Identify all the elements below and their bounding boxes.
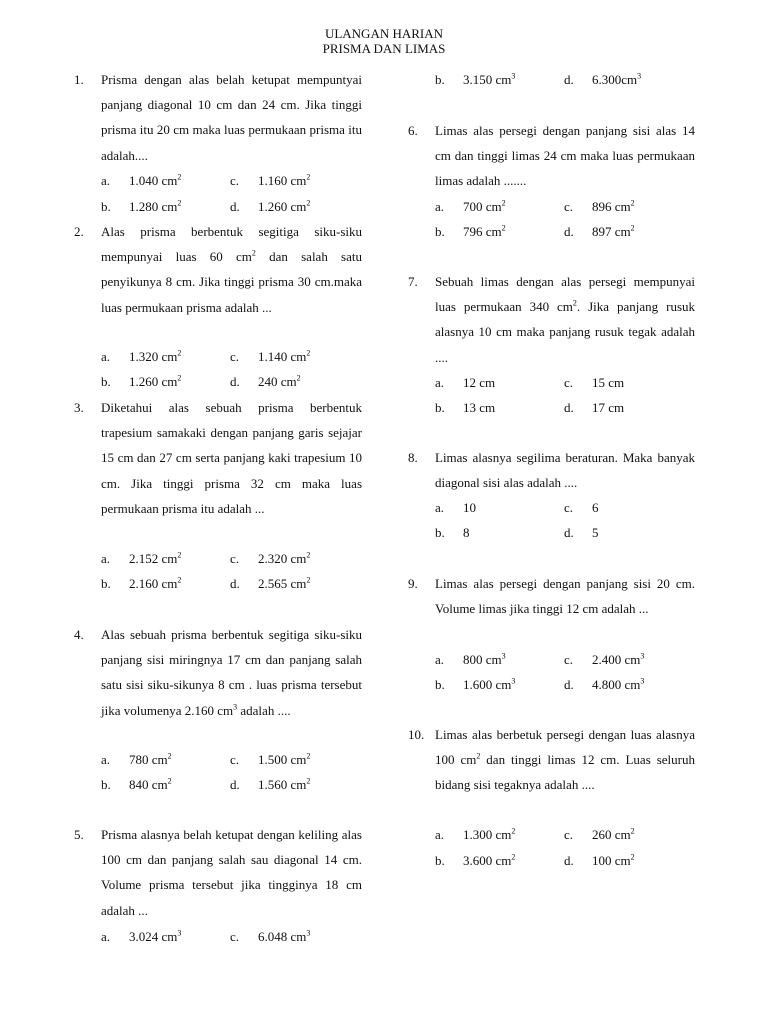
- question-number: 3.: [74, 400, 84, 415]
- question-number: 6.: [408, 123, 418, 138]
- exam-header: [0, 26, 768, 56]
- question-text: Alas sebuah prisma berbentuk segitiga siku-siku panjang sisi miringnya 17 cm dan panjang salah satu sisi siku-sikunya 8 cm . luas prisma tersebut jika volumenya 2.160 $cm^3$ adalah ....: [101, 627, 362, 718]
- question-3: [74, 395, 362, 521]
- question-text: Limas alas persegi dengan panjang sisi 20 cm. Volume limas jika tinggi 12 cm adalah ...: [435, 576, 695, 617]
- question-text: Prisma alasnya belah ketupat dengan keliling alas 100 cm dan panjang salah sau diagonal 14 cm. Volume prisma tersebut jika tingginya 18 cm adalah ...: [101, 827, 362, 918]
- question-1: [74, 67, 362, 168]
- question-text: Sebuah limas dengan alas persegi mempunyai luas permukaan 340 $cm^2$. Jika panjang rusuk alasnya 10 cm maka panjang rusuk tegak adalah ....: [435, 274, 695, 365]
- exam-title: ULANGAN HARIAN: [324, 26, 444, 41]
- question-number: 10.: [408, 727, 425, 742]
- question-4: [74, 622, 362, 723]
- question-8: [408, 445, 695, 495]
- question-number: 1.: [74, 72, 84, 87]
- question-number: 2.: [74, 224, 84, 239]
- exam-subtitle: PRISMA DAN LIMAS: [322, 41, 446, 56]
- question-number: 4.: [74, 627, 84, 642]
- question-text: Limas alasnya segilima beraturan. Maka banyak diagonal sisi alas adalah ....: [435, 450, 695, 491]
- question-number: 8.: [408, 450, 418, 465]
- question-9: [408, 571, 695, 621]
- question-number: 7.: [408, 274, 418, 289]
- question-text: Alas prisma berbentuk segitiga siku-siku mempunyai luas 60 $cm^2$ dan salah satu penyikunya 8 cm. Jika tinggi prisma 30 cm.maka luas permukaan prisma adalah ...: [101, 224, 363, 315]
- question-text: Limas alas berbetuk persegi dengan luas alasnya 100 $cm^2$ dan tinggi limas 12 cm. Luas seluruh bidang sisi tegaknya adalah ....: [435, 727, 695, 793]
- question-number: 9.: [408, 576, 418, 591]
- question-text: Diketahui alas sebuah prisma berbentuk trapesium samakaki dengan panjang garis sejajar 15 cm dan 27 cm serta panjang kaki trapesium 10 cm. Jika tinggi prisma 32 cm maka luas permukaan prisma itu adalah ...: [101, 400, 362, 516]
- question-5: [74, 822, 362, 923]
- question-7: [408, 269, 695, 370]
- exam-page: ULANGAN HARIAN PRISMA DAN LIMAS 1. Prisma dengan alas belah ketupat mempuntyai panjang diagonal 10 cm dan 24 cm. Jika tinggi prisma itu 20 cm maka luas permukaan prisma itu adalah.... a. 1.040 $cm^2$ c. 1.160 $cm^2$ b. 1.280 $cm^2$ d. 1.260 $cm^2$ 2. Alas prisma berbentuk segitiga siku-siku mempunyai luas 60 $cm^2$ dan salah satu penyikunya 8 cm. Jika tinggi prisma 30 cm.maka luas permukaan prisma adalah ... a. 1.320 $cm^2$ c. 1.140 $cm^2$ b. 1.260 $cm^2$ d. 240 $cm^2$ 3. Diketahui alas sebuah prisma berbentuk trapesium samakaki dengan panjang garis sejajar 15 cm dan 27 cm serta panjang kaki trapesium 10 cm. Jika tinggi prisma 32 cm maka luas permukaan prisma itu adalah ... a. 2.152 $cm^2$ c. 2.320 $cm^2$ b. 2.160 $cm^2$ d. 2.565 $cm^2$ 4. Alas sebuah prisma berbentuk segitiga siku-siku panjang sisi miringnya 17 cm dan panjang salah satu sisi siku-sikunya 8 cm . luas prisma tersebut jika volumenya 2.160 $cm^3$ adalah .... a. 780 $cm^2$ c. 1.500 $cm^2$ b. 840 $cm^2$ d. 1.560 $cm^2$ 5. Prisma alasnya belah ketupat dengan keliling alas 100 cm dan panjang salah sau diagonal 14 cm. Volume prisma tersebut jika tingginya 18 cm adalah ... a. 3.024 $cm^3$ c. 6.048 $cm^3$ b. 3.150 $cm^3$ d. $6.300cm^3$ 6. Limas alas persegi dengan panjang sisi alas 14 cm dan tinggi limas 24 cm maka luas permukaan limas adalah ....... a. 700 $cm^2$ c. 896 $cm^2$ b. 796 $cm^2$ d. 897 $cm^2$ 7. Sebuah limas dengan alas persegi mempunyai luas permukaan 340 $cm^2$. Jika panjang rusuk alasnya 10 cm maka panjang rusuk tegak adalah .... a. 12 cm c. 15 cm b. 13 cm d. 17 cm 8. Limas alasnya segilima beraturan. Maka banyak diagonal sisi alas adalah .... a. 10 c. 6 b. 8 d. 5 9. Limas alas persegi dengan panjang sisi 20 cm. Volume limas jika tinggi 12 cm adalah ... a. 800 $cm^3$ c. 2.400 $cm^3$ b. 1.600 $cm^3$ d. 4.800 $cm^3$ 10. Limas alas berbetuk persegi dengan luas alasnya 100 $cm^2$ dan tinggi limas 12 cm. Luas seluruh bidang sisi tegaknya adalah .... a. 1.300 $cm^2$ c. 260 $cm^2$ b. 3.600 $cm^2$ d. 100 $cm^2$: [0, 0, 768, 1024]
- question-6: [408, 118, 695, 194]
- question-text: Prisma dengan alas belah ketupat mempuntyai panjang diagonal 10 cm dan 24 cm. Jika tinggi prisma itu 20 cm maka luas permukaan prisma itu adalah....: [101, 72, 362, 163]
- question-10: [408, 722, 695, 798]
- question-2: [74, 219, 362, 320]
- question-number: 5.: [74, 827, 84, 842]
- question-text: Limas alas persegi dengan panjang sisi alas 14 cm dan tinggi limas 24 cm maka luas permukaan limas adalah .......: [435, 123, 695, 189]
